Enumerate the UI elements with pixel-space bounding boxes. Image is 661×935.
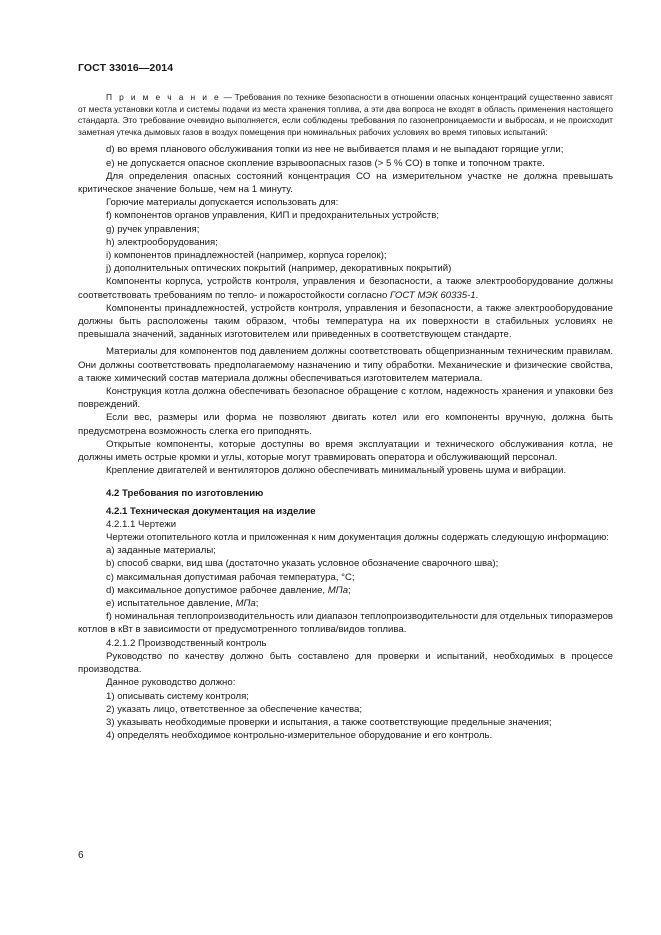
list-item-g: g) ручек управления;: [106, 223, 200, 235]
document-header: ГОСТ 33016—2014: [78, 62, 174, 74]
paragraph-design: Конструкция котла должна обеспечивать безопасное обращение с котлом, надежность хранения и упаковки без повреждений.: [78, 386, 613, 411]
paragraph-components-end: .: [475, 289, 479, 301]
paragraph-co: Для определения опасных состояний концентрация CO на измерительном участке не должна превышать критическое значение больше, чем на 1 минуту.: [78, 170, 613, 195]
paragraph-pressure: Материалы для компонентов под давлением должны соответствовать общепризнанным техническим правилам. Они должны соответствовать предполагаемому назначению и типу обработки. Механические и физические свойства, а также химический состав материала должны обеспечиваться изготовителем материала.: [78, 346, 613, 384]
list-item-i: i) компонентов принадлежностей (например, корпуса горелок);: [106, 250, 387, 261]
list-item-e: e) не допускается опасное скопление взрывоопасных газов (> 5 % CO) в топке и топочном тракте.: [106, 157, 545, 169]
list-item-d-end: ;: [348, 584, 351, 596]
paragraph-weight: Если вес, размеры или форма не позволяют двигать котел или его компоненты вручную, должна быть предусмотрена возможность слегка его приподнять.: [78, 412, 613, 437]
list-item-4: 4) определять необходимое контрольно-измерительное оборудование и его контроль.: [106, 730, 493, 742]
list-item-d: d) во время планового обслуживания топки из нее не выбивается пламя и не выпадают горящие угли;: [106, 144, 564, 156]
standard-reference: ГОСТ МЭК 60335-1: [389, 289, 476, 301]
list-item-d-unit: МПа: [327, 584, 349, 596]
page-number: 6: [78, 850, 84, 861]
list-item-j: j) дополнительных оптических покрытий (например, декоративных покрытий): [106, 263, 452, 275]
list-item-e-pressure: [78, 597, 613, 610]
paragraph-guide-intro: Данное руководство должно:: [106, 677, 236, 689]
list-item-2: 2) указать лицо, ответственное за обеспечение качества;: [106, 703, 362, 715]
page-content: [78, 92, 613, 742]
list-item-d-pressure: [78, 584, 613, 597]
section-heading-4-2-1: 4.2.1 Техническая документация на изделие: [106, 505, 316, 517]
list-item-1: 1) описывать систему контроля;: [106, 690, 249, 702]
section-heading-4-2-1-2: 4.2.1.2 Производственный контроль: [106, 637, 267, 649]
paragraph-quality-guide: Руководство по качеству должно быть составлено для проверки и испытаний, необходимых в процессе производства.: [78, 650, 613, 676]
list-item-c: c) максимальная допустимая рабочая температура, °C;: [106, 571, 355, 583]
list-item-3: 3) указывать необходимые проверки и испытания, а также соответствующие предельные значения;: [106, 716, 552, 728]
list-item-f-capacity: f) номинальная теплопроизводительность или диапазон теплопроизводительности для отдельных типоразмеров котлов в кВт в зависимости от предусмотренного топлива/видов топлива.: [78, 611, 613, 636]
paragraph-fuel: Горючие материалы допускается использовать для:: [106, 197, 339, 209]
note-paragraph: [78, 92, 613, 138]
note-label: П р и м е ч а н и е: [106, 92, 221, 102]
paragraph-components: [78, 275, 613, 301]
paragraph-components-text: Компоненты корпуса, устройств контроля, управления и безопасности, а также электрооборудование должны соответствовать требованиям по тепло- и пожаростойкости согласно: [78, 276, 613, 301]
list-item-e-text: e) испытательное давление,: [106, 598, 236, 610]
paragraph-open-components: Открытые компоненты, которые доступны во время эксплуатации и технического обслуживания котла, не должны иметь острые кромки и углы, которые могут травмировать оператора и обслуживающий персонал.: [78, 438, 613, 464]
section-heading-4-2-1-1: 4.2.1.1 Чертежи: [106, 518, 177, 530]
note-text: — Требования по технике безопасности в отношении опасных концентраций существенно зависят от места установки котла и системы подачи из места хранения топлива, а эти два вопроса не входят в область применения настоящего стандарта. Это требование очевидно выполняется, если соблюдены требования по газонепроницаемости и выбросам, и не происходит заметная утечка дымовых газов в воздух помещения при номинальных рабочих условиях во время типовых испытаний:: [78, 92, 613, 137]
list-item-d-text: d) максимальное допустимое рабочее давление,: [106, 584, 328, 596]
list-item-b: b) способ сварки, вид шва (достаточно указать условное обозначение сварочного шва);: [106, 558, 499, 570]
list-item-e-end: ;: [255, 598, 259, 610]
paragraph-accessories: Компоненты принадлежностей, устройств контроля, управления и безопасности, а также электрооборудование должны быть расположены таким образом, чтобы температура на их поверхности в стабильных условиях не превышала значений, заданных изготовителем или приведенных в соответствующем стандарте.: [78, 302, 613, 341]
section-heading-4-2: 4.2 Требования по изготовлению: [106, 488, 264, 500]
list-item-e-unit: МПа: [235, 598, 256, 610]
paragraph-mounting: Крепление двигателей и вентиляторов должно обеспечивать минимальный уровень шума и вибрации.: [106, 465, 567, 477]
list-item-h: h) электрооборудования;: [106, 236, 218, 248]
list-item-a: a) заданные материалы;: [106, 545, 216, 557]
paragraph-drawings: Чертежи отопительного котла и приложенная к ним документация должны содержать следующую информацию:: [106, 532, 609, 544]
list-item-f: f) компонентов органов управления, КИП и предохранительных устройств;: [106, 210, 440, 222]
